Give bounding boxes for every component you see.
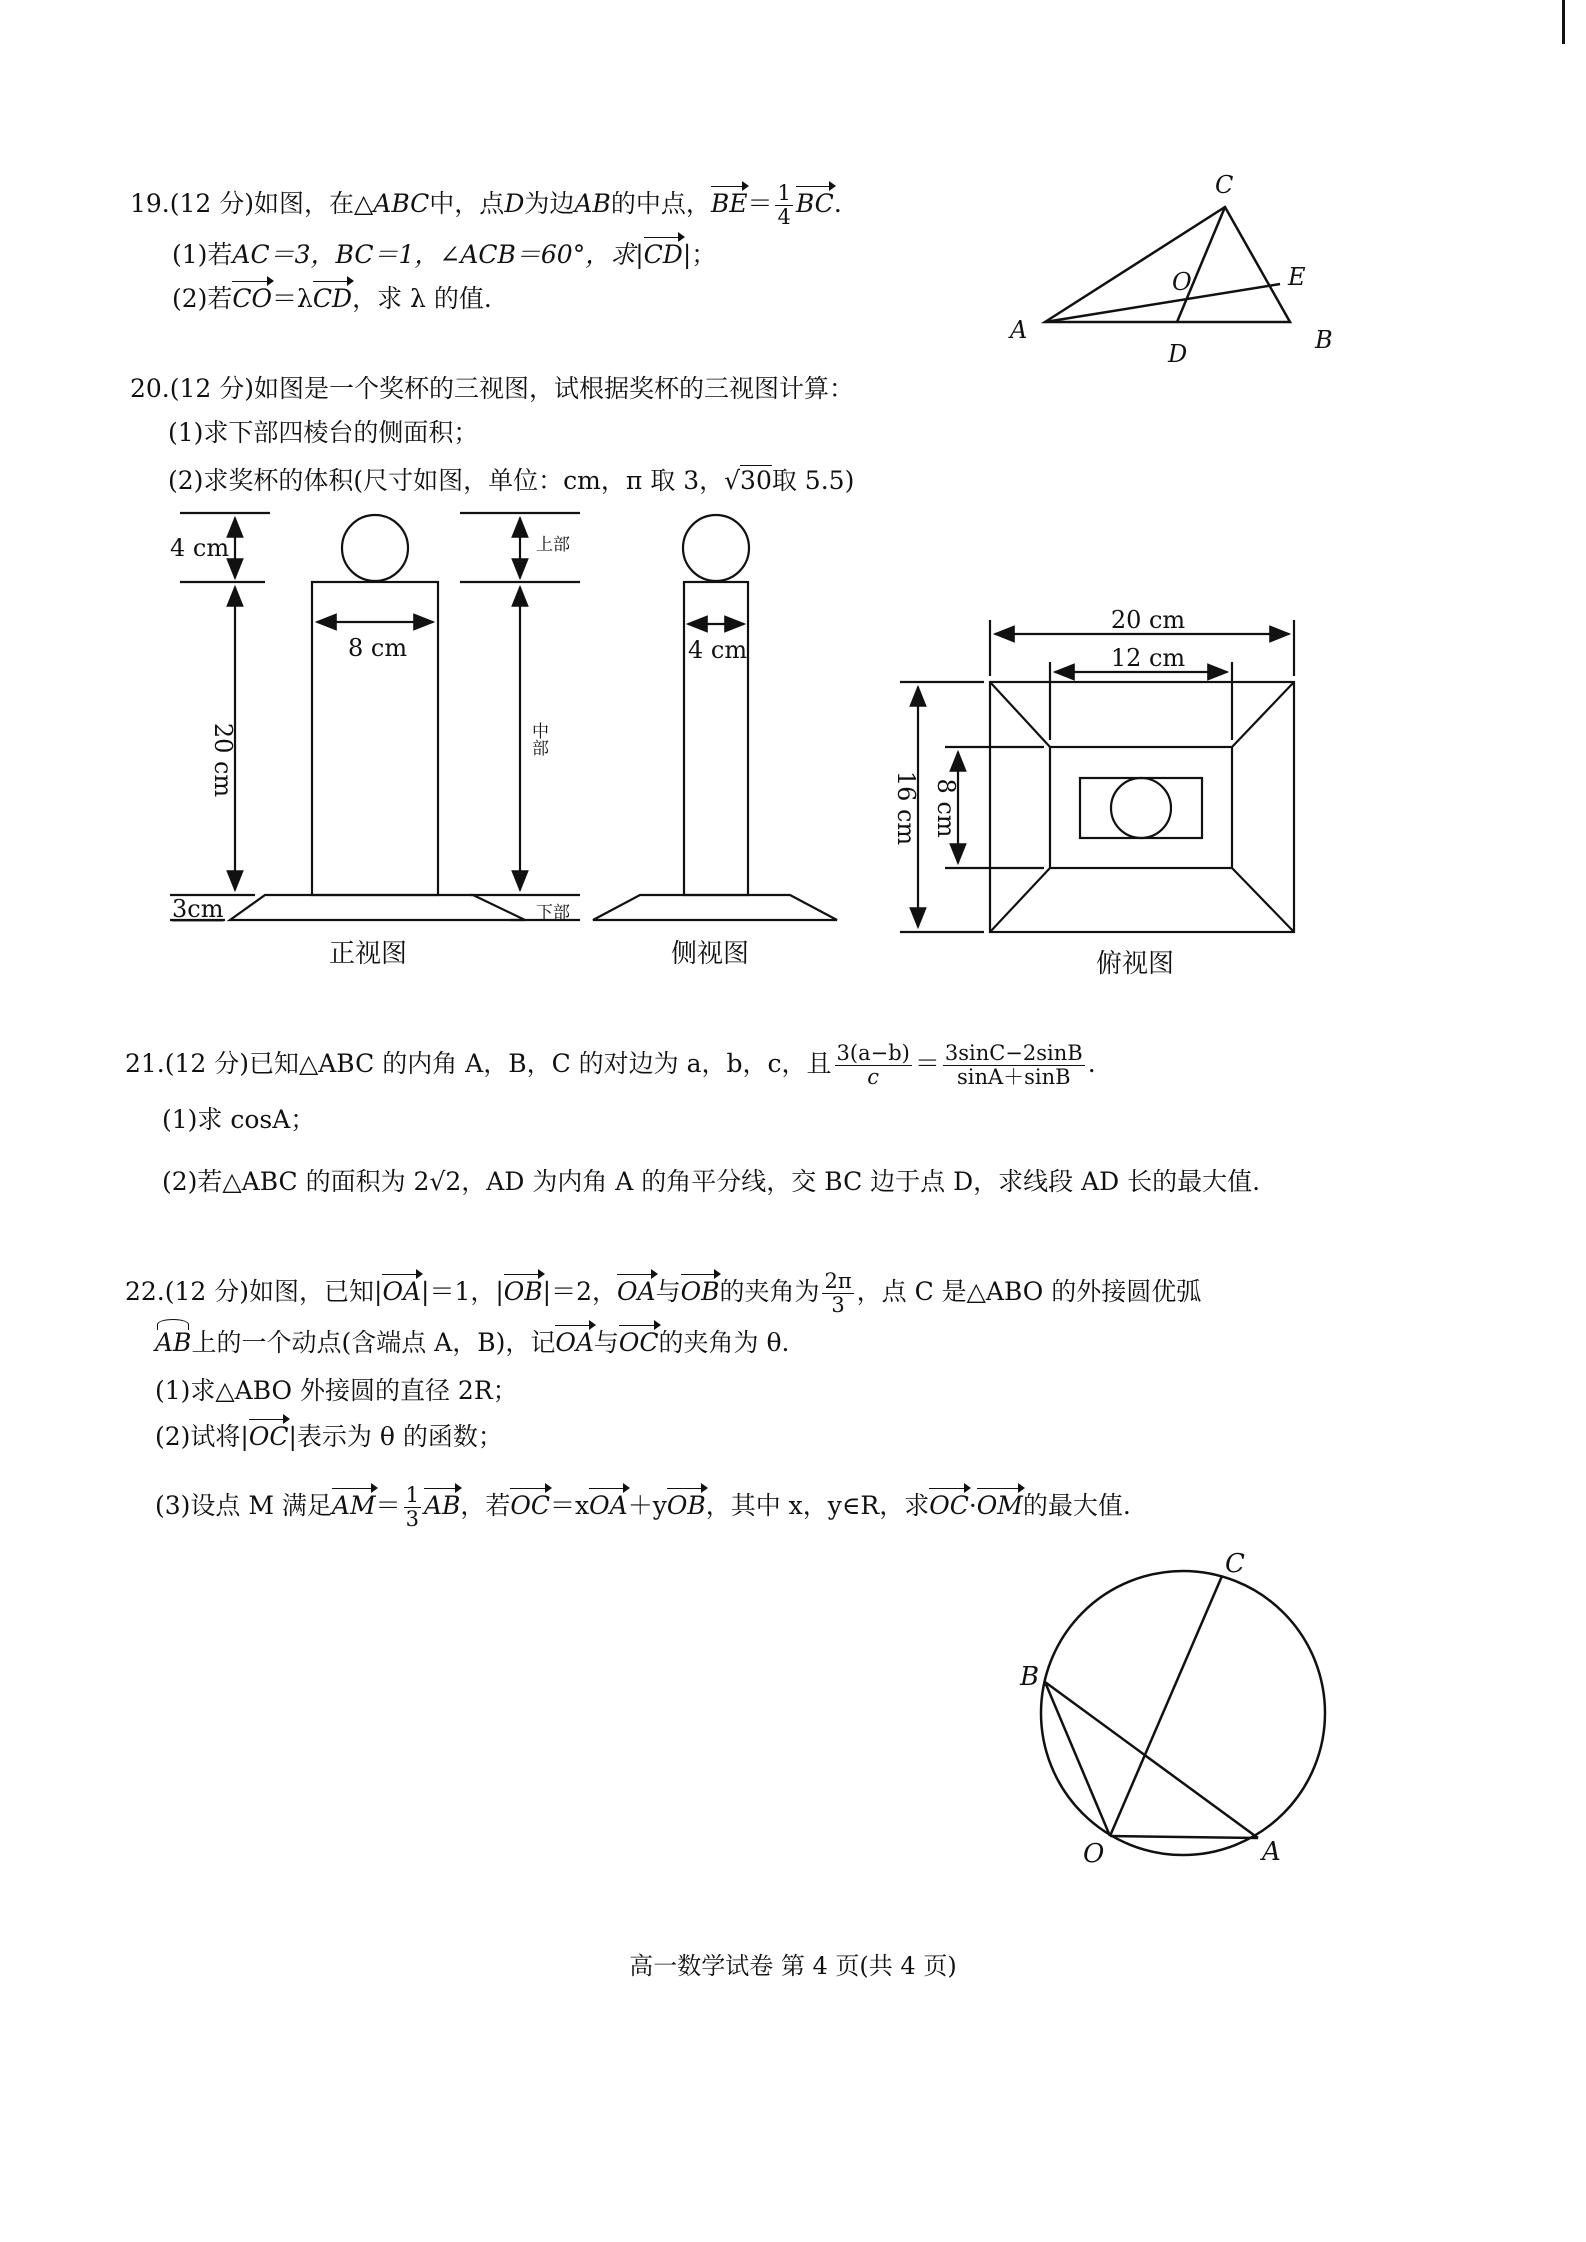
q20-part1: (1)求下部四棱台的侧面积；	[168, 418, 479, 447]
q21-number: 21.	[125, 1049, 165, 1079]
q22-text: 的夹角为	[719, 1277, 820, 1307]
q20-text: 取 5.5)	[771, 466, 855, 495]
q19-number: 19.	[130, 189, 170, 219]
fraction-num: 1	[777, 181, 791, 205]
label-b: B	[1315, 326, 1333, 354]
q22-text: ，若	[460, 1491, 511, 1521]
fraction-num: 2π	[824, 1269, 852, 1293]
vector-ob: OB	[503, 1277, 543, 1307]
vector-oa: OA	[617, 1277, 656, 1307]
vector-ab: AB	[423, 1491, 461, 1521]
fraction-den: c	[867, 1065, 880, 1090]
label-bottom-part: 下部	[536, 903, 570, 923]
q22-text: (2)试将|	[155, 1422, 249, 1451]
q21-part1: (1)求 cosA；	[162, 1105, 316, 1134]
label-a: A	[1262, 1837, 1281, 1867]
q21-part2: (2)若△ABC 的面积为 2√2，AD 为内角 A 的角平分线，交 BC 边于点 D，求线段 AD 长的最大值.	[162, 1167, 1261, 1196]
circumcircle	[1041, 1571, 1325, 1855]
q22-text: ＝	[375, 1491, 401, 1521]
vector-oc: OC	[929, 1491, 969, 1521]
q22-text: 上的一个动点(含端点 A，B)，记	[191, 1328, 556, 1357]
vector-ob: OB	[680, 1277, 720, 1307]
q19-text: AC＝3，BC＝1，∠ACB＝60°，求|	[232, 240, 644, 269]
q19-text: .	[833, 189, 842, 219]
q21-text: ＝	[914, 1049, 940, 1079]
q19-text: ，求 λ 的值.	[352, 284, 492, 313]
vector-oa: OA	[589, 1491, 628, 1521]
q19-text: 中，点	[429, 189, 505, 219]
q22-score: (12 分)	[164, 1277, 250, 1307]
q22-text: ，其中 x，y∈R，求	[705, 1491, 930, 1521]
q19-text: |；	[682, 240, 717, 269]
q19-text: ABC	[373, 189, 430, 219]
vector-cd: CD	[312, 284, 353, 313]
vector-oc: OC	[248, 1422, 289, 1451]
q20-score: (12 分)	[169, 374, 255, 403]
q22-part1: (1)求△ABO 外接圆的直径 2R；	[155, 1376, 518, 1405]
vector-ob: OB	[666, 1491, 706, 1521]
q19-text: AB	[574, 189, 611, 219]
dim-8cm-front: 8 cm	[348, 634, 408, 662]
page-footer: 高一数学试卷 第 4 页(共 4 页)	[629, 1952, 957, 1980]
fraction-den: sinA＋sinB	[956, 1065, 1071, 1090]
q22-text: ＋y	[627, 1491, 667, 1521]
q22-text: ，点 C 是△ABO 的外接圆优弧	[856, 1277, 1202, 1307]
q22-text: (3)设点 M 满足	[155, 1491, 332, 1521]
dim-4cm-front: 4 cm	[170, 534, 230, 562]
q22-text: ·	[968, 1491, 977, 1521]
label-c: C	[1225, 1549, 1245, 1579]
sqrt-radicand: 30	[740, 466, 772, 495]
q22-text: |表示为 θ 的函数；	[288, 1422, 503, 1451]
vector-oc: OC	[510, 1491, 551, 1521]
dim-12cm-top: 12 cm	[1110, 644, 1186, 672]
q21-text: 已知△ABC 的内角 A，B，C 的对边为 a，b，c，且	[249, 1049, 832, 1079]
q19-text: 如图，在△	[254, 189, 374, 219]
q19-text: ＝λ	[272, 284, 313, 313]
q19-text: 的中点，	[610, 189, 711, 219]
vector-co: CO	[232, 284, 273, 313]
q22-text: 的夹角为 θ.	[658, 1328, 790, 1357]
vector-oc: OC	[618, 1328, 659, 1357]
sqrt-symbol: √	[724, 466, 741, 495]
scan-edge-mark	[1562, 0, 1565, 44]
q19-text: (1)若	[172, 240, 233, 269]
q22-number: 22.	[125, 1277, 165, 1307]
q20-text: (2)求奖杯的体积(尺寸如图，单位：cm，π 取 3，	[168, 466, 725, 495]
q21-score: (12 分)	[164, 1049, 250, 1079]
fraction-den: 3	[831, 1293, 845, 1318]
label-c: C	[1215, 171, 1234, 199]
label-e: E	[1288, 263, 1306, 291]
q20-number: 20.	[130, 374, 170, 403]
front-view-caption: 正视图	[328, 939, 408, 969]
dim-8cm-top: 8 cm	[932, 778, 960, 838]
fraction-den: 3	[405, 1507, 419, 1532]
fraction-num: 1	[405, 1483, 419, 1507]
arc-label: AB	[155, 1328, 192, 1357]
label-top-part: 上部	[536, 535, 570, 555]
label-d: D	[1168, 340, 1188, 368]
fraction-num: 3(a−b)	[836, 1041, 910, 1065]
q19-text: ＝	[747, 189, 773, 219]
label-a: A	[1010, 316, 1028, 344]
q22-text: 与	[655, 1277, 681, 1307]
fraction-den: 4	[777, 205, 791, 230]
q21-text: .	[1087, 1049, 1096, 1079]
q19-text: D	[504, 189, 525, 219]
dim-3cm-front: 3cm	[172, 895, 224, 923]
q19-text: (2)若	[172, 284, 233, 313]
top-view-caption: 俯视图	[1095, 949, 1175, 979]
label-b: B	[1020, 1662, 1040, 1692]
label-mid-part: 中部	[528, 722, 548, 756]
vector-oa: OA	[555, 1328, 594, 1357]
q22-text: 的最大值.	[1022, 1491, 1131, 1521]
q22-text: ＝x	[550, 1491, 590, 1521]
vector-cd: CD	[643, 240, 683, 269]
q22-text: 如图，已知|	[249, 1277, 383, 1307]
vector-bc: BC	[795, 189, 834, 219]
segment-oa	[1110, 1836, 1258, 1838]
vector-oa: OA	[382, 1277, 422, 1307]
dim-20cm-front: 20 cm	[209, 722, 237, 798]
vector-om: OM	[976, 1491, 1023, 1521]
label-o: O	[1172, 268, 1192, 296]
q22-text: 与	[593, 1328, 619, 1357]
fraction-num: 3sinC−2sinB	[944, 1041, 1083, 1065]
segment-oc	[1110, 1576, 1222, 1836]
q22-text: |＝1，|	[421, 1277, 504, 1307]
vector-am: AM	[331, 1491, 376, 1521]
vector-be: BE	[710, 189, 748, 219]
label-o: O	[1083, 1839, 1105, 1869]
q19-text: 为边	[524, 189, 575, 219]
dim-4cm-side: 4 cm	[688, 636, 748, 664]
q20-text: 如图是一个奖杯的三视图，试根据奖杯的三视图计算：	[254, 374, 855, 403]
q19-score: (12 分)	[169, 189, 255, 219]
dim-20cm-top: 20 cm	[1110, 606, 1186, 634]
side-view-caption: 侧视图	[670, 939, 750, 969]
q22-text: |＝2，	[542, 1277, 618, 1307]
dim-16cm-top: 16 cm	[892, 770, 920, 846]
